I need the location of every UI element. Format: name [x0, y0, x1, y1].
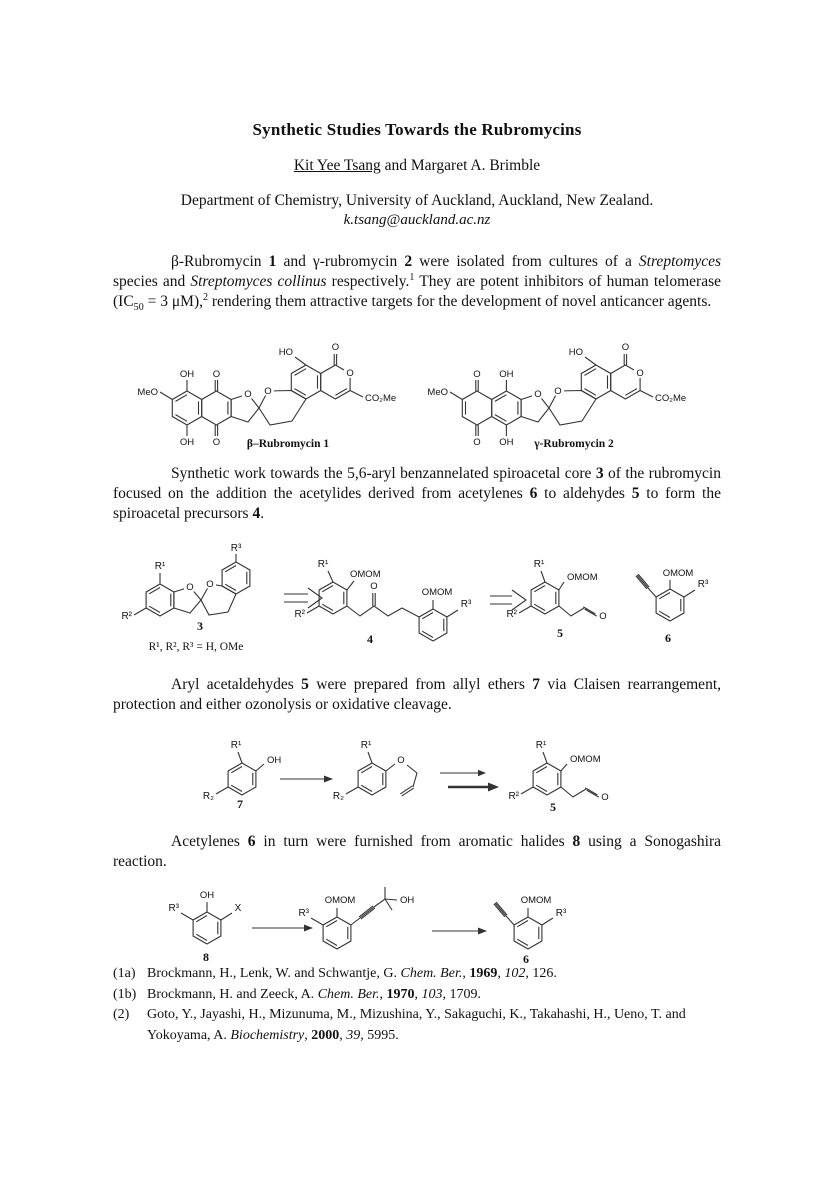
reference-label: (1a) [113, 966, 136, 981]
reference-item [113, 985, 721, 1006]
atom-label: OH [179, 369, 195, 380]
references-list [113, 964, 721, 1046]
omom-label: OMOM [421, 587, 453, 598]
omom-label: OMOM [350, 569, 381, 580]
retrosynthesis-arrow [490, 590, 526, 610]
structure-7-phenol [203, 740, 281, 811]
r2-label: R² [506, 609, 517, 620]
atom-label: O [554, 386, 562, 397]
atom-label: OH [499, 437, 514, 448]
r3-label: R³ [460, 599, 472, 610]
paragraph-intro: β-Rubromycin 1 and γ-rubromycin 2 were isolated from cultures of a Streptomyces species and Streptomyces collinus respectively.$^1$ They are potent inhibitors of human telomerase ($IC_{50} = 3$ μM),$^2$ rendering them attractive targets for the development of novel anticancer agents. [113, 253, 721, 314]
compound-number: 5 [550, 800, 556, 814]
structure-6-acetylene [636, 568, 709, 645]
atom-label: O [186, 582, 194, 593]
retrosynthesis-arrow [284, 588, 322, 608]
atom-label: OH [267, 755, 282, 766]
r1-label: R¹ [317, 559, 329, 570]
atom-label: MeO [427, 387, 448, 398]
structure-6-acetylene [494, 895, 567, 966]
r2-label: R² [508, 791, 519, 802]
atom-label: O [331, 342, 340, 353]
figure-retrosynthesis [112, 542, 722, 660]
atom-label: OH [199, 890, 215, 901]
compound-number: 6 [523, 952, 529, 966]
structure-5-aldehyde [506, 559, 606, 640]
atom-label: O [636, 368, 644, 379]
structure-gamma-rubromycin-2 [427, 342, 686, 450]
r3-label: R³ [697, 579, 709, 590]
r1-label: R¹ [533, 559, 545, 570]
r3-label: R³ [555, 908, 567, 919]
paragraph-aldehydes: Aryl acetaldehydes 5 were prepared from allyl ethers 7 via Claisen rearrangement, protection and either ozonolysis or oxidative cleavage. [113, 676, 721, 713]
structure-allyl-ether [333, 740, 417, 802]
atom-label: O [621, 342, 630, 353]
paragraph-spiroacetal: Synthetic work towards the 5,6-aryl benzannelated spiroacetal core 3 of the rubromycin focused on the addition the acetylides derived from acetylenes 6 to aldehydes 5 to form the spiroacetal precursors 4. [113, 465, 721, 522]
ester-label: CO₂Me [655, 393, 687, 404]
omom-label: OMOM [520, 895, 552, 906]
structure-8-halide [168, 890, 241, 964]
r2-label: R² [294, 609, 305, 620]
omom-label: OMOM [567, 572, 598, 583]
r2-label: R² [121, 611, 132, 622]
figure-claisen-scheme [112, 727, 722, 822]
compound-number: 7 [237, 797, 243, 811]
omom-label: OMOM [324, 895, 356, 906]
reaction-arrow [432, 928, 487, 935]
atom-label: HO [568, 347, 583, 358]
ester-label: CO₂Me [365, 393, 397, 404]
reference-label: (2) [113, 1007, 130, 1022]
structure-beta-rubromycin-1 [137, 342, 396, 450]
email-address: k.tsang@auckland.ac.nz [343, 212, 491, 228]
atom-label: O [370, 581, 378, 592]
atom-label: O [212, 369, 221, 380]
r1-label: R¹ [154, 561, 166, 572]
compound-number: 4 [367, 632, 373, 646]
substituent-key: R¹, R², R³ = H, OMe [148, 641, 244, 653]
compound-number: 6 [665, 631, 671, 645]
reference-text: Goto, Y., Jayashi, H., Mizunuma, M., Mizushina, Y., Sakaguchi, K., Takahashi, H., Ueno, T. and Yokoyama, A. Biochemistry, 2000, 39, 5995. [147, 1007, 686, 1043]
atom-label: O [473, 437, 481, 448]
authors-line: Kit Yee Tsang and Margaret A. Brimble [293, 157, 541, 174]
atom-label: O [212, 437, 221, 448]
structure-3-spiroacetal [121, 543, 249, 653]
atom-label: HO [278, 347, 293, 358]
atom-label: O [264, 386, 272, 397]
reaction-arrow [252, 925, 313, 932]
atom-label: O [534, 389, 542, 400]
atom-label: OH [499, 369, 514, 380]
compound-number: 5 [557, 626, 563, 640]
atom-label: O [473, 369, 481, 380]
r3-label: R³ [230, 543, 242, 554]
atom-label: O [244, 389, 252, 400]
multi-step-arrows [440, 770, 499, 792]
compound-number: 8 [203, 950, 209, 964]
reference-text: Brockmann, H. and Zeeck, A. Chem. Ber., 1970, 103, 1709. [147, 986, 482, 1002]
reaction-arrow [280, 776, 333, 783]
structure-5-aldehyde [508, 740, 608, 814]
reference-item [113, 964, 721, 985]
r1-label: R¹ [535, 740, 547, 751]
atom-label: O [346, 368, 354, 379]
structure-caption: γ-Rubromycin 2 [534, 438, 614, 450]
document [113, 0, 721, 1181]
r3-label: R³ [168, 903, 179, 914]
reference-label: (1b) [113, 986, 137, 1002]
figure-sonogashira-scheme [112, 873, 722, 973]
structure-4-diketone-precursor [294, 559, 472, 646]
page-title: Synthetic Studies Towards the Rubromycins [252, 120, 582, 139]
atom-label: O [599, 611, 607, 622]
atom-label: O [206, 579, 214, 590]
r2-label: R₂ [202, 791, 214, 802]
halide-label: X [234, 903, 242, 914]
figure-rubromycin-structures [112, 333, 722, 458]
r3-label: R³ [298, 908, 309, 919]
structure-caption: β–Rubromycin 1 [246, 438, 330, 450]
compound-number: 3 [197, 619, 203, 633]
paragraph-sonogashira: Acetylenes 6 in turn were furnished from aromatic halides 8 using a Sonogashira reaction. [113, 833, 721, 870]
r1-label: R¹ [360, 740, 372, 751]
omom-label: OMOM [662, 568, 694, 579]
r1-label: R¹ [230, 740, 242, 751]
omom-label: OMOM [570, 754, 601, 765]
atom-label: MeO [137, 387, 158, 398]
reference-text: Brockmann, H., Lenk, W. and Schwantje, G. Chem. Ber., 1969, 102, 126. [147, 966, 557, 981]
affiliation: Department of Chemistry, University of Auckland, Auckland, New Zealand. [180, 192, 654, 209]
atom-label: O [397, 755, 405, 766]
atom-label: OH [400, 895, 415, 906]
r2-label: R₂ [332, 791, 344, 802]
atom-label: OH [179, 437, 195, 448]
structure-alkynol-intermediate [298, 887, 414, 949]
atom-label: O [601, 792, 609, 803]
reference-item [113, 1005, 721, 1046]
